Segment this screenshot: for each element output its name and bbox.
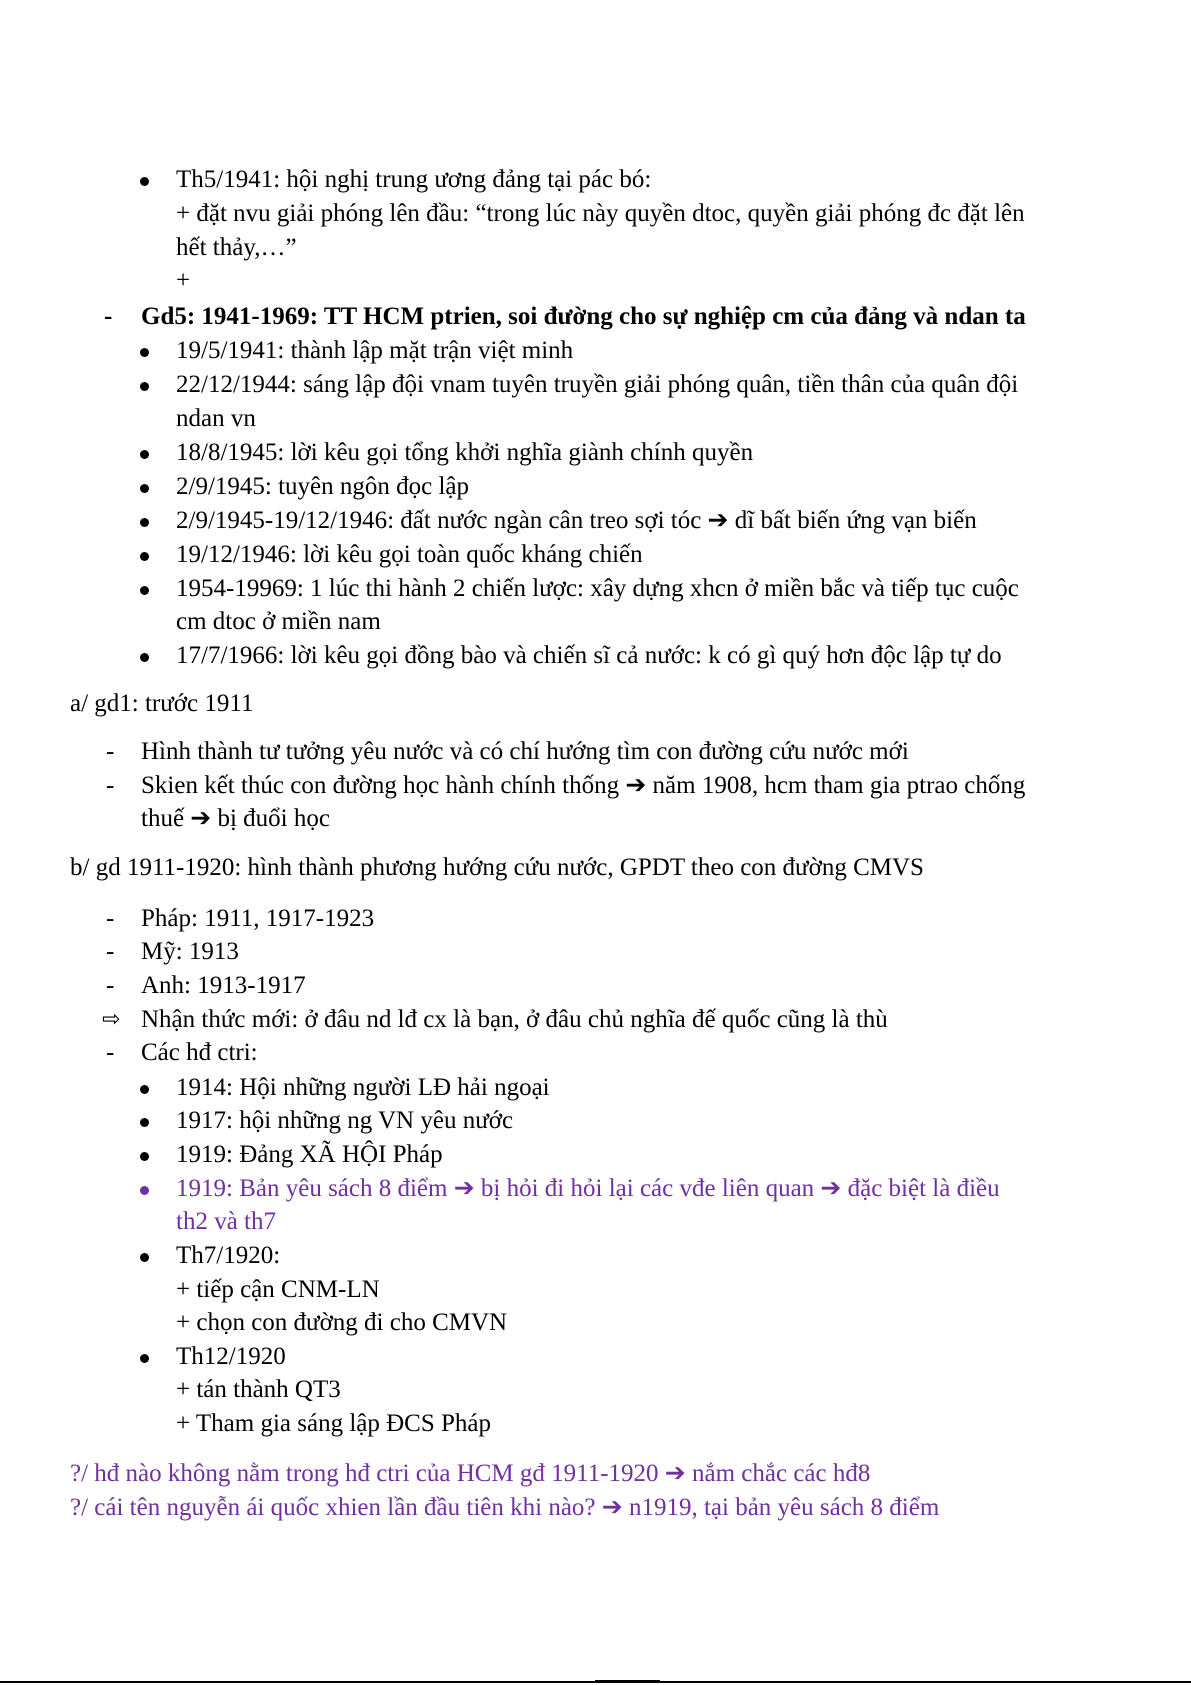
dash-marker: -	[106, 738, 115, 765]
list-item: 1917: hội những ng VN yêu nước	[176, 1107, 514, 1134]
section-heading: b/ gd 1911-1920: hình thành phương hướng cứu nước, GPDT theo con đường CMVS	[70, 854, 924, 881]
bullet-icon	[140, 177, 149, 186]
list-item: 1914: Hội những người LĐ hải ngoại	[176, 1074, 550, 1101]
list-item: 19/12/1946: lời kêu gọi toàn quốc kháng chiến	[176, 541, 643, 568]
question-note: ?/ hđ nào không nằm trong hđ ctri của HCM gđ 1911-1920 ➔ nắm chắc các hđ8	[70, 1460, 871, 1487]
list-item: 1954-19969: 1 lúc thi hành 2 chiến lược: xây dựng xhcn ở miền bắc và tiếp tục cuộc	[176, 575, 1019, 602]
list-item: Skien kết thúc con đường học hành chính thống ➔ năm 1908, hcm tham gia ptrao chống	[141, 772, 1026, 799]
list-item-continuation: hết thảy,…”	[176, 234, 297, 261]
question-note: ?/ cái tên nguyễn ái quốc xhien lần đầu tiên khi nào? ➔ n1919, tại bản yêu sách 8 điểm	[70, 1494, 940, 1521]
section-heading: a/ gd1: trước 1911	[70, 690, 254, 717]
section-heading: Gd5: 1941-1969: TT HCM ptrien, soi đường cho sự nghiệp cm của đảng và ndan ta	[141, 303, 1026, 330]
bullet-icon	[140, 518, 149, 527]
list-item: Pháp: 1911, 1917-1923	[141, 905, 375, 932]
list-item-highlighted: 1919: Bản yêu sách 8 điểm ➔ bị hỏi đi hỏi lại các vđe liên quan ➔ đặc biệt là điều	[176, 1175, 1000, 1202]
bullet-icon	[140, 1152, 149, 1161]
list-item: 19/5/1941: thành lập mặt trận việt minh	[176, 337, 574, 364]
bullet-icon	[140, 653, 149, 662]
bullet-icon	[140, 1118, 149, 1127]
list-item: Th7/1920:	[176, 1242, 281, 1269]
list-item-continuation: cm dtoc ở miền nam	[176, 608, 381, 635]
list-item: 2/9/1945: tuyên ngôn đọc lập	[176, 473, 470, 500]
hollow-arrow-icon: ⇨	[102, 1007, 121, 1032]
bullet-icon	[140, 1186, 149, 1195]
dash-marker: -	[106, 905, 115, 932]
page-bottom-rule-accent	[595, 1680, 660, 1683]
list-item: 17/7/1966: lời kêu gọi đồng bào và chiến sĩ cả nước: k có gì quý hơn độc lập tự do	[176, 642, 1002, 669]
list-item: Mỹ: 1913	[141, 938, 239, 965]
list-item: Anh: 1913-1917	[141, 972, 306, 999]
list-item: Nhận thức mới: ở đâu nd lđ cx là bạn, ở đâu chủ nghĩa đế quốc cũng là thù	[141, 1006, 888, 1033]
list-item-continuation: + tiếp cận CNM-LN	[176, 1276, 380, 1303]
list-item-continuation: + Tham gia sáng lập ĐCS Pháp	[176, 1410, 492, 1437]
list-item: Th12/1920	[176, 1343, 286, 1370]
dash-marker: -	[106, 1039, 115, 1066]
list-item: Hình thành tư tưởng yêu nước và có chí hướng tìm con đường cứu nước mới	[141, 738, 909, 765]
list-item-continuation: thuế ➔ bị đuổi học	[141, 805, 330, 832]
dash-marker: -	[106, 972, 115, 999]
list-item-continuation: + đặt nvu giải phóng lên đầu: “trong lúc này quyền dtoc, quyền giải phóng đc đặt lên	[176, 200, 1025, 227]
list-item: Th5/1941: hội nghị trung ương đảng tại pác bó:	[176, 166, 652, 193]
bullet-icon	[140, 586, 149, 595]
dash-marker: -	[104, 303, 113, 330]
list-item: Các hđ ctri:	[141, 1039, 258, 1066]
bullet-icon	[140, 484, 149, 493]
list-item: 1919: Đảng XÃ HỘI Pháp	[176, 1141, 443, 1168]
bullet-icon	[140, 1354, 149, 1363]
bullet-icon	[140, 450, 149, 459]
bullet-icon	[140, 1253, 149, 1262]
list-item: 2/9/1945-19/12/1946: đất nước ngàn cân treo sợi tóc ➔ dĩ bất biến ứng vạn biến	[176, 507, 977, 534]
dash-marker: -	[106, 938, 115, 965]
list-item-continuation: ndan vn	[176, 405, 256, 432]
list-item: 22/12/1944: sáng lập đội vnam tuyên truyền giải phóng quân, tiền thân của quân đội	[176, 371, 1019, 398]
dash-marker: -	[106, 772, 115, 799]
list-item-continuation: + chọn con đường đi cho CMVN	[176, 1309, 508, 1336]
bullet-icon	[140, 552, 149, 561]
bullet-icon	[140, 348, 149, 357]
list-item: 18/8/1945: lời kêu gọi tổng khởi nghĩa giành chính quyền	[176, 439, 754, 466]
bullet-icon	[140, 1085, 149, 1094]
list-item-continuation: th2 và th7	[176, 1208, 276, 1235]
bullet-icon	[140, 382, 149, 391]
list-item-continuation: + tán thành QT3	[176, 1376, 341, 1403]
list-item-continuation: +	[176, 267, 191, 294]
